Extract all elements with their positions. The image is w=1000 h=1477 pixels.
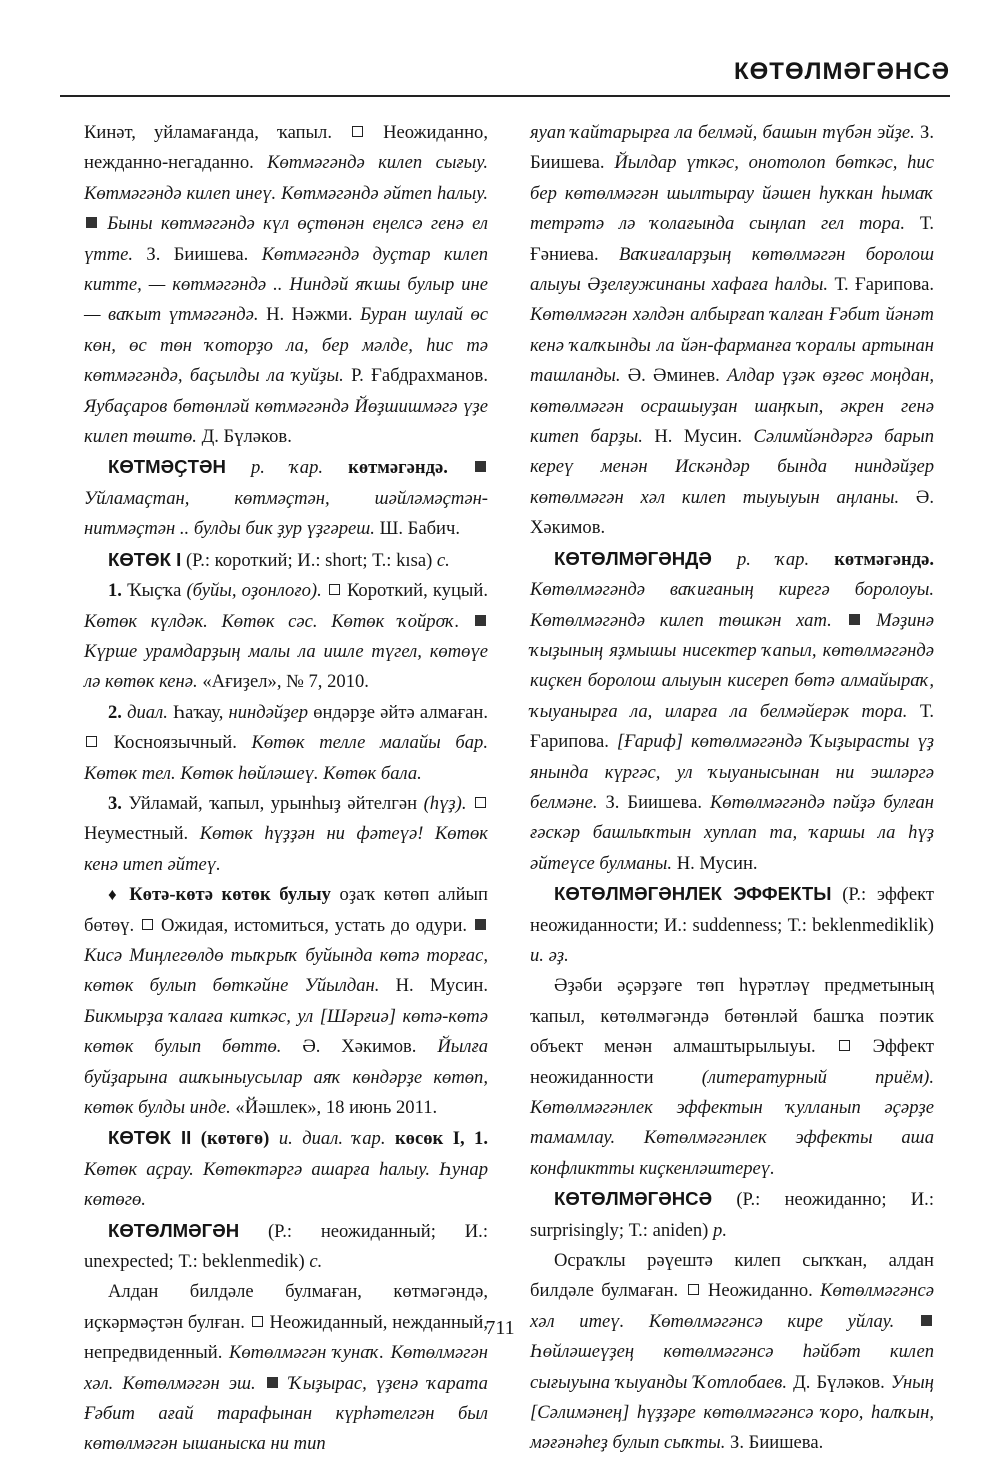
entry-kotmastan bbox=[84, 452, 488, 544]
quotation-author: «Йәшлек», 18 июнь 2011. bbox=[235, 1097, 438, 1118]
quotation-author: Н. Мусин. bbox=[395, 975, 488, 997]
usage-examples: Көтөк телле малайы бар. Көтөк тел. Көтөк һөйләшеү. Көтөк бала. bbox=[84, 732, 488, 784]
quotation: Йылға буйҙарына ашҡыныусылар аяҡ көндәрҙе көтөп, көтөк булды инде. bbox=[84, 1036, 488, 1118]
definition: Әҙәби әҫәрҙәге төп һүрәтләү предметының ҡапыл, көтөлмәгәндә бөтөнләй башҡа поэтик объект менән алмаштырылыуы. bbox=[530, 975, 934, 1058]
part-of-speech: и. bbox=[278, 1128, 293, 1150]
translation-marker-icon bbox=[329, 584, 340, 595]
entry-kotolmaganlek-body bbox=[530, 971, 934, 1184]
definition: Ҡыҫҡа bbox=[127, 580, 182, 602]
translation-marker-icon bbox=[475, 797, 486, 808]
dialect-label: диал. ҡар. bbox=[302, 1128, 386, 1150]
headword: КӨТӨЛМӘГӘНСӘ bbox=[554, 1188, 713, 1210]
quotation-author: Д. Бүләков. bbox=[201, 426, 292, 448]
translation-marker-icon bbox=[839, 1040, 850, 1051]
definition-note: (литературный приём). bbox=[701, 1066, 934, 1088]
quotation: [Ғариф] көтөлмәгәндә Ҡыҙырасты үҙ янында күргәс, ул ҡыуанысынан ни эшләргә белмәне. bbox=[530, 731, 934, 813]
quotation-author: З. Биишева. bbox=[146, 243, 249, 265]
citation-marker-icon bbox=[475, 615, 486, 626]
definition: Кинәт, уйламағанда, ҡапыл. bbox=[84, 122, 332, 143]
part-of-speech: с. bbox=[309, 1251, 323, 1273]
part-of-speech: р. bbox=[713, 1219, 727, 1241]
equivalents: (Р.: эффект неожиданности; И.: suddenness; Т.: beklenmediklik) bbox=[530, 884, 934, 936]
equivalents: (Р.: короткий; И.: short; Т.: kısa) bbox=[185, 549, 433, 571]
headword: КӨТМӘҪТӘН bbox=[108, 456, 226, 478]
usage-examples: Көтөлмәгәндә ваҡиғаның кирегә боролоуы. Көтөлмәгәндә килеп төшкән хат. bbox=[530, 579, 934, 631]
entry-kotolmagan bbox=[84, 1216, 488, 1278]
quotation-author: Ш. Бабич. bbox=[379, 518, 460, 540]
usage-examples: Көтөк аҫрау. Көтөктәргә ашарға һалыу. Һунар көтөгө. bbox=[84, 1158, 488, 1211]
headword: КӨТӨК I bbox=[108, 548, 182, 570]
quotation-author: «Ағиҙел», № 7, 2010. bbox=[202, 671, 369, 693]
russian-translation: Неожиданно. bbox=[707, 1280, 813, 1302]
quotation-author: Т. Ғарипова. bbox=[530, 700, 934, 753]
quotation: Көтмәгәндә дуҫтар килеп китте, — көтмәгәндә .. Ниндәй яҡшы булыр ине — ваҡыт үтмәгәндә. bbox=[84, 243, 488, 326]
usage-examples: Көтөлмәгәнлек эффектын ҡулланып әҫәрҙе тамамлау. Көтөлмәгәнлек эффекты аша конфликтты киҫкенләштереү. bbox=[530, 1097, 934, 1179]
grammar-label: р. ҡар. bbox=[250, 457, 324, 479]
quotation-author: Ә. Хәкимов. bbox=[302, 1036, 417, 1058]
quotation: Ҡыҙырас, үҙенә ҡарата Ғәбит ағай тарафынан күрһәтелгән был көтөлмәгән ышаныска ни тип bbox=[84, 1372, 488, 1455]
variant-form: (көтөгө) bbox=[200, 1128, 270, 1150]
idiom-block bbox=[84, 880, 488, 1123]
russian-translation: Короткий, куцый. bbox=[346, 580, 488, 602]
quotation-author: Т. Ғарипова. bbox=[834, 274, 934, 296]
entry-kotolmaganlek-effekty bbox=[530, 879, 934, 971]
translation-marker-icon bbox=[86, 736, 97, 747]
quotation: яуап ҡайтарырға ла белмәй, башын түбән эйҙе. bbox=[530, 122, 915, 143]
citation-marker-icon bbox=[849, 614, 860, 625]
quotation-author: Н. Нәжми. bbox=[266, 304, 353, 326]
citation-marker-icon bbox=[86, 217, 97, 228]
entry-kotolmagan-body bbox=[84, 1277, 488, 1459]
entry-kotolmagansa-body bbox=[530, 1246, 934, 1459]
right-column bbox=[530, 118, 934, 1459]
headword: КӨТӨЛМӘГӘН bbox=[108, 1219, 240, 1241]
sense-2 bbox=[84, 698, 488, 789]
quotation: Һөйләшеүҙең көтөлмәгәнсә һәйбәт килеп сығыуына ҡыуанды Ҡотлобаев. bbox=[530, 1341, 934, 1393]
usage-examples: Көтөлмәгән ҡунаҡ. Көтөлмәгән хәл. Көтөлмәгән эш. bbox=[84, 1342, 488, 1394]
definition: Һаҡау, bbox=[173, 701, 224, 723]
part-of-speech: с. bbox=[436, 549, 450, 571]
diamond-icon: ♦ bbox=[108, 885, 121, 905]
entry-kotok-2 bbox=[84, 1123, 488, 1215]
quotation: Алдар үҙәк өҙгөс моңдан, көтөлмәгән осрашыуҙан шаңҡып, әкрен генә китеп барҙы. bbox=[530, 365, 934, 448]
usage-examples: Көтөк һүҙҙән ни фәтеүә! Көтөк кенә итеп әйтеү. bbox=[84, 823, 488, 875]
definition-note: (һүҙ). bbox=[423, 792, 467, 814]
quotation-author: З. Биишева. bbox=[730, 1432, 824, 1454]
headword: КӨТӨЛМӘГӘНДӘ bbox=[554, 547, 712, 569]
cross-reference: көсөк I, 1. bbox=[394, 1128, 488, 1150]
headword: КӨТӨК II bbox=[108, 1127, 192, 1149]
left-column bbox=[84, 118, 488, 1460]
quotation: Яубаҫаров бөтөнләй көтмәгәндә Йөҙшишмәгә үҙе килеп төштө. bbox=[84, 395, 488, 448]
quotation: Көтөлмәгән хәлдән албырғап ҡалған Ғәбит йәнәт кенә ҡалҡынды ла йән-фарманға ҡоралы артынан ташланды. bbox=[530, 304, 934, 387]
quotation: Бикмырҙа ҡалаға киткәс, ул [Шәрғиә] көтә-көтә көтөк булып бөттө. bbox=[84, 1005, 488, 1058]
sense-3 bbox=[84, 789, 488, 880]
running-head: КӨТӨЛМӘГӘНСӘ bbox=[733, 58, 950, 85]
russian-translation: Косноязычный. bbox=[113, 732, 237, 754]
quotation-author: Н. Мусин. bbox=[654, 426, 743, 448]
quotation-author: Д. Бүләков. bbox=[793, 1371, 885, 1393]
russian-translation: Эффект неожиданности bbox=[530, 1036, 934, 1088]
equivalents: (Р.: неожиданный; И.: unexpected; Т.: beklenmedik) bbox=[84, 1220, 488, 1273]
russian-translation: Неожиданный, нежданный, непредвиденный. bbox=[84, 1311, 488, 1364]
sense-number: 1. bbox=[108, 580, 122, 602]
part-of-speech: и. әҙ. bbox=[530, 944, 569, 966]
russian-translation: Неожиданно, нежданно-негаданно. bbox=[84, 122, 488, 174]
entry-kotolmagansa bbox=[530, 1184, 934, 1246]
headword: КӨТӨЛМӘГӘНЛЕК ЭФФЕКТЫ bbox=[554, 883, 832, 905]
translation-marker-icon bbox=[142, 919, 153, 930]
definition: Уйламай, ҡапыл, урынһыҙ әйтелгән bbox=[128, 792, 418, 814]
quotation: Йылдар үткәс, онотолоп бөткәс, һис бер көтөлмәгән шылтырау йәшен һуҡкан һымаҡ тетрәтә лә ҡолағында сыңлап гел тора. bbox=[530, 152, 934, 235]
entry-kotok-1 bbox=[84, 545, 488, 576]
quotation-author: Н. Мусин. bbox=[676, 852, 758, 874]
entry-continuation bbox=[530, 118, 934, 544]
grammar-label: р. ҡар. bbox=[737, 548, 810, 570]
sense-number: 2. bbox=[108, 701, 122, 723]
quotation: Уның [Сәлимәнең] һүҙҙәре көтөлмәгәнсә ҡоро, һалҡын, мәғәнәһеҙ булып сыҡты. bbox=[530, 1371, 934, 1454]
citation-marker-icon bbox=[475, 461, 486, 472]
cross-reference: көтмәгәндә. bbox=[348, 457, 448, 479]
entry-kotolmaganda bbox=[530, 544, 934, 879]
quotation-author: Ә. Әминев. bbox=[627, 365, 720, 387]
quotation-author: Т. Ғәниева. bbox=[530, 213, 934, 265]
definition: оҙаҡ көтөп алйып бөтөү. bbox=[84, 884, 488, 936]
quotation: Күрше урамдарҙың малы ла ишле түгел, көтөүе лә көтөк кенә. bbox=[84, 640, 488, 693]
quotation-author: З. Биишева. bbox=[605, 791, 702, 813]
definition: Осраҡлы рәүештә килеп сыҡҡан, алдан билдәле булмаған. bbox=[530, 1250, 934, 1302]
entry-continuation bbox=[84, 118, 488, 452]
russian-translation: Неуместный. bbox=[84, 823, 189, 845]
header-rule bbox=[60, 95, 950, 97]
sense-1 bbox=[84, 576, 488, 698]
page-number: 711 bbox=[485, 1317, 515, 1339]
equivalents: (Р.: неожиданно; И.: surprisingly; Т.: aniden) bbox=[530, 1189, 934, 1241]
quotation-author: З. Биишева. bbox=[530, 122, 934, 174]
quotation: Быны көтмәгәндә күл өҫтөнән еңелсә генә ел үтте. bbox=[84, 213, 488, 265]
russian-translation: Ожидая, истомиться, устать до одури. bbox=[160, 914, 468, 936]
quotation: Уйламаҫтан, көтмәҫтән, шәйләмәҫтән-нитмәҫтән .. булды бик ҙур үҙгәреш. bbox=[84, 487, 488, 540]
quotation-author: Ә. Хәкимов. bbox=[530, 486, 934, 539]
definition-note: ниндәйҙер bbox=[228, 701, 309, 723]
quotation: Кисә Миңлегөлдө тыҡрыҡ буйында көтә торғас, көтөк булып бөткәйне Уйылдан. bbox=[84, 944, 488, 997]
usage-examples: Көтөк күлдәк. Көтөк сәс. Көтөк ҡойроҡ. bbox=[84, 610, 460, 632]
quotation-author: Р. Ғабдрахманов. bbox=[351, 365, 488, 387]
definition: өндәрҙе әйтә алмаған. bbox=[313, 701, 488, 723]
quotation: Көтөлмәгәндә пәйҙә булған ғәскәр башлыҡтын хуплап та, ҡаршы ла һүҙ әйтеүсе булманы. bbox=[530, 791, 934, 874]
quotation: Ваҡиғаларҙың көтөлмәгән боролош алыуы Әҙелғужинаны хафаға һалды. bbox=[530, 243, 934, 296]
definition: Алдан билдәле булмаған, көтмәгәндә, иҫкәрмәҫтән булған. bbox=[84, 1281, 488, 1333]
translation-marker-icon bbox=[688, 1284, 699, 1295]
quotation: Сәлимйәндәргә барып кереү менән Искәндәр бында ниндәйҙер көтөлмәгән хәл килеп тыуыуын аңланы. bbox=[530, 426, 934, 508]
translation-marker-icon bbox=[352, 126, 363, 137]
citation-marker-icon bbox=[475, 919, 486, 930]
quotation: Мәҙинә ҡыҙының яҙмышы нисектер ҡапыл, көтөлмәгәндә киҫкен боролош алыуын кисереп бөтә алмайыраҡ, ҡыуанырға ла, иларға ла белмәйерәк тора. bbox=[530, 609, 934, 722]
definition-note: (буйы, оҙонлоғо). bbox=[186, 580, 322, 602]
dialect-label: диал. bbox=[127, 701, 168, 723]
quotation: Буран шулай өс көн, өс төн ҡоторҙо ла, бер мәлде, һис тә көтмәгәндә, баҫылды ла ҡуйҙы. bbox=[84, 304, 488, 387]
citation-marker-icon bbox=[267, 1377, 278, 1388]
idiom-headword: Көтә-көтә көтөк булыу bbox=[129, 884, 331, 906]
usage-examples: Көтмәгәндә килеп сығыу. Көтмәгәндә килеп инеү. Көтмәгәндә әйтеп һалыу. bbox=[84, 152, 488, 204]
sense-number: 3. bbox=[108, 792, 122, 814]
usage-examples: Көтөлмәгәнсә хәл итеү. Көтөлмәгәнсә кире уйлау. bbox=[530, 1280, 934, 1332]
cross-reference: көтмәгәндә. bbox=[834, 548, 934, 570]
